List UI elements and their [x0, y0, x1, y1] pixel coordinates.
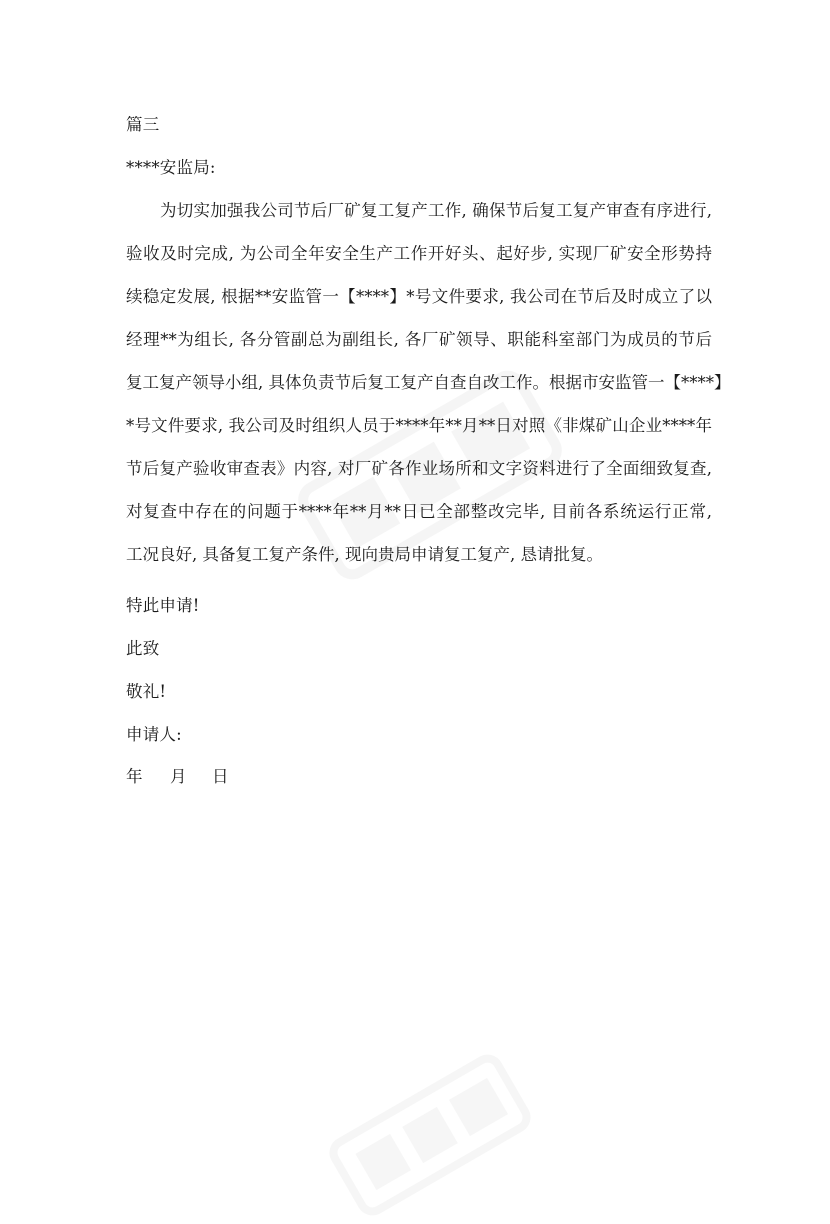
recipient-line: ****安监局:: [126, 158, 216, 177]
date-row: [126, 766, 229, 788]
body-line: *号文件要求, 我公司及时组织人员于****年**月**日对照《非煤矿山企业****年: [126, 416, 712, 435]
body-line: 验收及时完成, 为公司全年安全生产工作开好头、起好步, 实现厂矿安全形势持: [126, 244, 712, 263]
applicant-label: 申请人:: [126, 725, 182, 744]
body-line: 工况良好, 具备复工复产条件, 现向贵局申请复工复产, 恳请批复。: [126, 545, 603, 564]
closing-line: 特此申请!: [126, 596, 200, 615]
salutation-line-2: 敬礼!: [126, 682, 167, 701]
body-line: 为切实加强我公司节后厂矿复工复产工作, 确保节后复工复产审查有序进行,: [160, 201, 712, 220]
date-year-label: 年: [126, 767, 143, 786]
body-line: 续稳定发展, 根据**安监管一【****】*号文件要求, 我公司在节后及时成立了以: [126, 287, 712, 306]
section-title: 篇三: [126, 115, 160, 134]
body-line: 对复查中存在的问题于****年**月**日已全部整改完毕, 目前各系统运行正常,: [126, 502, 712, 521]
watermark-logo-bottom: [321, 1046, 539, 1224]
body-line: 复工复产领导小组, 具体负责节后复工复产自查自改工作。根据市安监管一【****】: [126, 373, 731, 392]
body-line: 经理**为组长, 各分管副总为副组长, 各厂矿领导、职能科室部门为成员的节后: [126, 330, 712, 349]
date-day-label: 日: [212, 767, 229, 786]
body-line: 节后复产验收审查表》内容, 对厂矿各作业场所和文字资料进行了全面细致复查,: [126, 459, 712, 478]
date-month-label: 月: [170, 767, 187, 786]
salutation-line-1: 此致: [126, 639, 160, 658]
